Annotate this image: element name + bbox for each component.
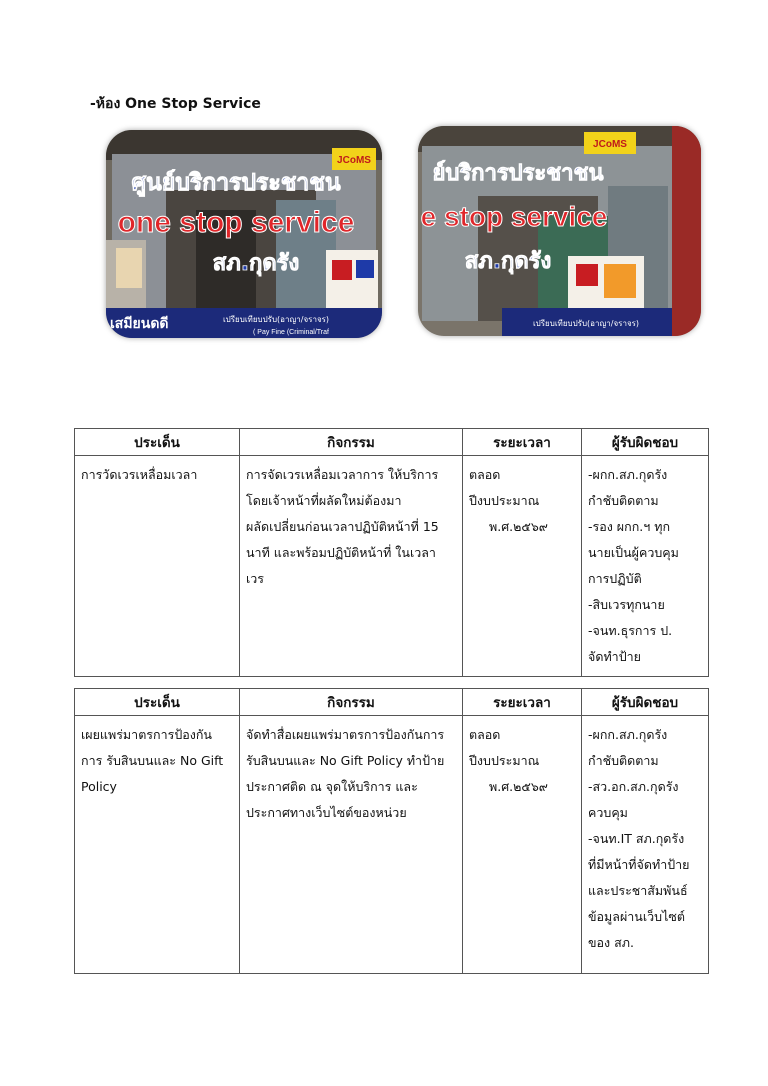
table-row	[75, 716, 709, 974]
plan-table-1	[74, 428, 709, 677]
plan-table-2	[74, 688, 709, 974]
header-activity: กิจกรรม	[240, 429, 463, 456]
cell-period: ตลอด ปีงบประมาณ พ.ศ.๒๕๖๙	[463, 716, 582, 974]
photo-one-stop-service-front	[106, 130, 382, 338]
jcoms-logo: JCoMS	[593, 139, 627, 150]
cell-activity: การจัดเวรเหลื่อมเวลาการ ให้บริการ โดยเจ้าหน้าที่ผลัดใหม่ต้องมา ผลัดเปลี่ยนก่อนเวลาปฏิบัติหน้าที่ 15 นาที และพร้อมปฏิบัติหน้าที่ ในเวลา เวร	[240, 456, 463, 677]
photo1-strip-right: เปรียบเทียบปรับ(อาญา/จราจร)	[222, 315, 330, 324]
photo1-strip-left: เสมียนดดี	[110, 316, 169, 332]
table-header-row	[75, 689, 709, 716]
photo2-banner: e stop service	[420, 201, 608, 232]
photo1-strip-en: ( Pay Fine (Criminal/Traf	[253, 329, 329, 336]
photo2-station: สภ.กุดรัง	[464, 249, 552, 274]
table-header-row	[75, 429, 709, 456]
cell-period: ตลอด ปีงบประมาณ พ.ศ.๒๕๖๙	[463, 456, 582, 677]
photo2-strip-right: เปรียบเทียบปรับ(อาญา/จราจร)	[532, 319, 640, 328]
photo1-banner: one stop service	[117, 206, 355, 239]
header-responsible: ผู้รับผิดชอบ	[582, 689, 709, 716]
cell-activity: จัดทำสื่อเผยแพร่มาตรการป้องกันการ รับสินบนและ No Gift Policy ทำป้าย ประกาศติด ณ จุดให้บริการ และ ประกาศทางเว็บไซต์ของหน่วย	[240, 716, 463, 974]
cell-responsible: -ผกก.สภ.กุดรัง กำชับติดตาม -รอง ผกก.ฯ ทุก นายเป็นผู้ควบคุม การปฏิบัติ -สิบเวรทุกนาย -จนท.ธุรการ ป. จัดทำป้าย	[582, 456, 709, 677]
header-responsible: ผู้รับผิดชอบ	[582, 429, 709, 456]
cell-issue: การวัดเวรเหลื่อมเวลา	[75, 456, 240, 677]
photo1-station: สภ.กุดรัง	[212, 251, 300, 276]
photo2-title-thai: ย์บริการประชาชน	[432, 161, 604, 186]
header-period: ระยะเวลา	[463, 429, 582, 456]
cell-responsible: -ผกก.สภ.กุดรัง กำชับติดตาม -สว.อก.สภ.กุดรัง ควบคุม -จนท.IT สภ.กุดรัง ที่มีหน้าที่จัดทำป้าย และประชาสัมพันธ์ ข้อมูลผ่านเว็บไซต์ ของ สภ.	[582, 716, 709, 974]
photo-one-stop-service-side	[418, 126, 701, 336]
photo1-title-thai: ศูนย์บริการประชาชน	[131, 170, 341, 196]
header-activity: กิจกรรม	[240, 689, 463, 716]
jcoms-logo: JCoMS	[337, 155, 371, 166]
header-issue: ประเด็น	[75, 429, 240, 456]
cell-issue: เผยแพร่มาตรการป้องกัน การ รับสินบนและ No Gift Policy	[75, 716, 240, 974]
header-period: ระยะเวลา	[463, 689, 582, 716]
header-issue: ประเด็น	[75, 689, 240, 716]
page-heading: -ห้อง One Stop Service	[90, 96, 261, 112]
table-row	[75, 456, 709, 677]
